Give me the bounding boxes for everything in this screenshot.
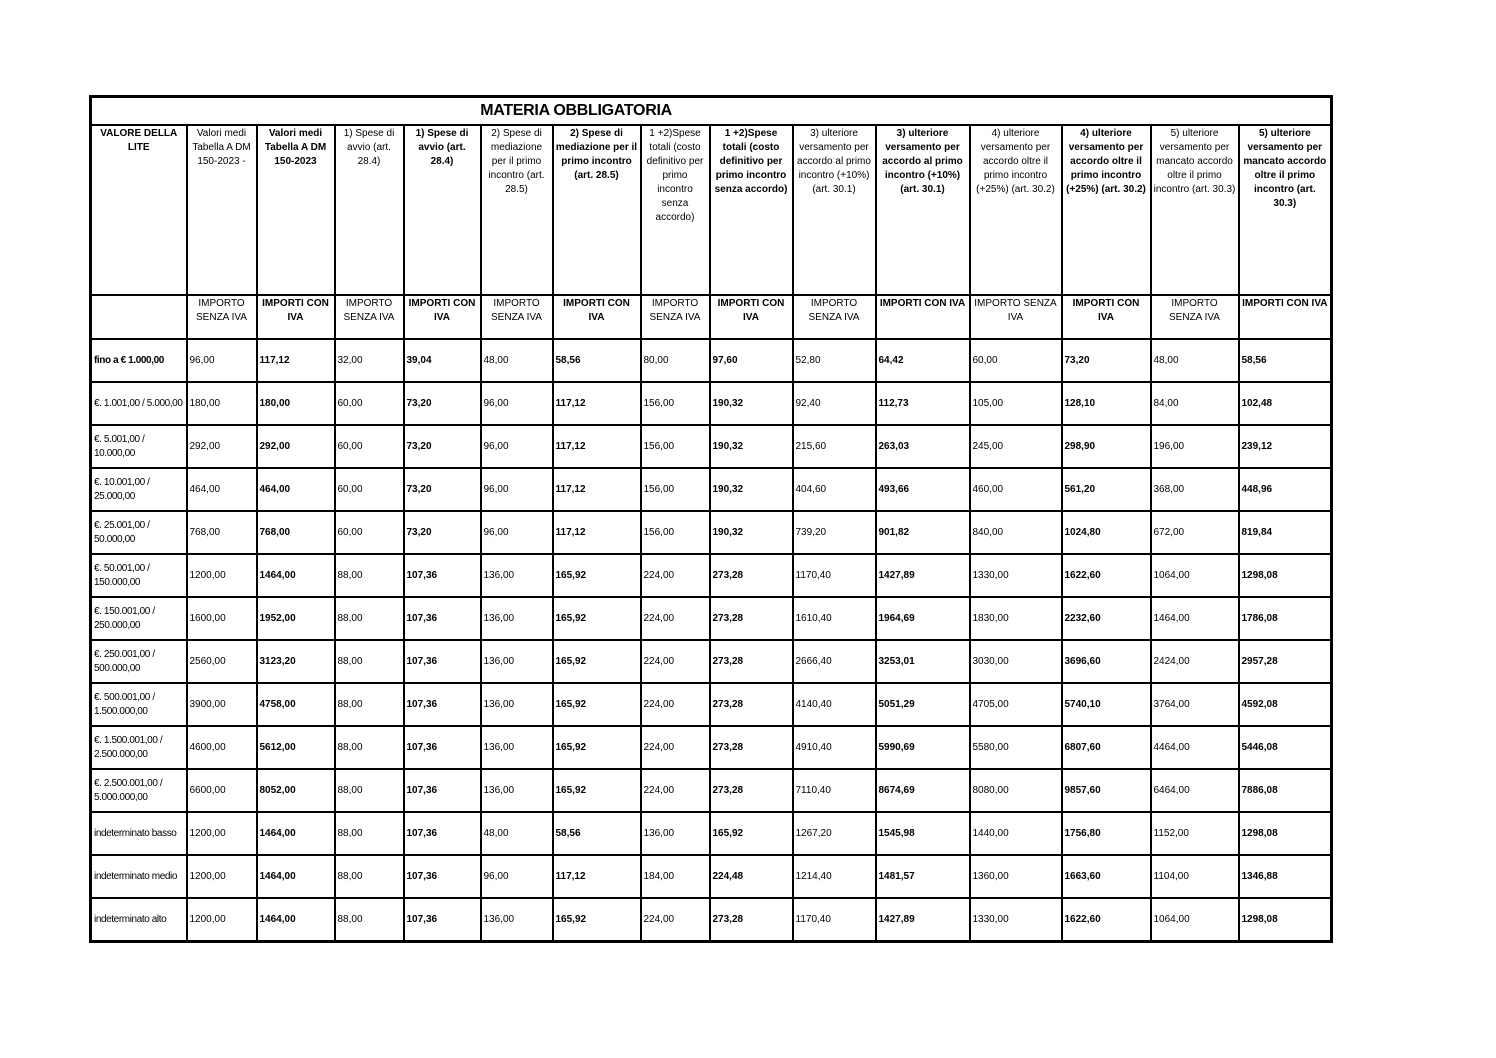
table-cell: 3900,00 <box>187 683 257 726</box>
row-label: €. 1.500.001,00 / 2.500.000,00 <box>91 726 187 769</box>
table-cell: 128,10 <box>1062 382 1151 425</box>
column-header: 5) ulteriore versamento per mancato accordo oltre il primo incontro (art. 30.3) <box>1239 125 1332 295</box>
column-header: 4) ulteriore versamento per accordo oltre il primo incontro (+25%) (art. 30.2) <box>1062 125 1151 295</box>
table-cell: 52,80 <box>793 339 876 382</box>
column-header: 2) Spese di mediazione per il primo incontro (art. 28.5) <box>553 125 641 295</box>
table-cell: 4910,40 <box>793 726 876 769</box>
table-cell: 4592,08 <box>1239 683 1332 726</box>
table-cell: 448,96 <box>1239 468 1332 511</box>
table-cell: 224,48 <box>710 855 793 898</box>
unit-cell: IMPORTO SENZA IVA <box>187 295 257 339</box>
row-label: €. 2.500.001,00 / 5.000.000,00 <box>91 769 187 812</box>
table-cell: 1298,08 <box>1239 554 1332 597</box>
row-label: fino a € 1.000,00 <box>91 339 187 382</box>
table-cell: 768,00 <box>187 511 257 554</box>
table-cell: 60,00 <box>335 425 404 468</box>
table-cell: 3030,00 <box>970 640 1062 683</box>
table-cell: 117,12 <box>553 468 641 511</box>
column-header: Valori medi Tabella A DM 150-2023 <box>257 125 335 295</box>
table-cell: 224,00 <box>641 726 710 769</box>
table-cell: 4140,40 <box>793 683 876 726</box>
table-cell: 73,20 <box>1062 339 1151 382</box>
table-row <box>91 554 1332 597</box>
column-header: 2) Spese di mediazione per il primo incontro (art. 28.5) <box>481 125 553 295</box>
table-cell: 2560,00 <box>187 640 257 683</box>
table-cell: 3764,00 <box>1151 683 1239 726</box>
table-cell: 1298,08 <box>1239 898 1332 942</box>
row-label: indeterminato medio <box>91 855 187 898</box>
table-cell: 165,92 <box>553 898 641 942</box>
table-row <box>91 511 1332 554</box>
table-cell: 1663,60 <box>1062 855 1151 898</box>
table-cell: 1427,89 <box>876 554 970 597</box>
table-cell: 136,00 <box>481 726 553 769</box>
table-cell: 73,20 <box>404 382 481 425</box>
table-cell: 105,00 <box>970 382 1062 425</box>
unit-cell: IMPORTO SENZA IVA <box>481 295 553 339</box>
table-cell: 1170,40 <box>793 898 876 942</box>
table-cell: 245,00 <box>970 425 1062 468</box>
table-cell: 768,00 <box>257 511 335 554</box>
table-row <box>91 425 1332 468</box>
table-cell: 107,36 <box>404 812 481 855</box>
table-cell: 117,12 <box>553 382 641 425</box>
table-cell: 224,00 <box>641 683 710 726</box>
table-cell: 3696,60 <box>1062 640 1151 683</box>
table-cell: 117,12 <box>553 425 641 468</box>
table-cell: 107,36 <box>404 554 481 597</box>
table-cell: 58,56 <box>553 339 641 382</box>
table-cell: 136,00 <box>481 683 553 726</box>
table-cell: 165,92 <box>553 640 641 683</box>
table-cell: 1200,00 <box>187 898 257 942</box>
table-cell: 190,32 <box>710 425 793 468</box>
column-header: 1) Spese di avvio (art. 28.4) <box>335 125 404 295</box>
table-cell: 1600,00 <box>187 597 257 640</box>
table-cell: 60,00 <box>335 468 404 511</box>
table-cell: 88,00 <box>335 554 404 597</box>
table-cell: 58,56 <box>553 812 641 855</box>
table-cell: 1330,00 <box>970 898 1062 942</box>
table-cell: 239,12 <box>1239 425 1332 468</box>
table-row <box>91 726 1332 769</box>
table-cell: 1786,08 <box>1239 597 1332 640</box>
table-cell: 60,00 <box>970 339 1062 382</box>
table-cell: 224,00 <box>641 554 710 597</box>
table-cell: 1440,00 <box>970 812 1062 855</box>
table-cell: 48,00 <box>1151 339 1239 382</box>
fee-table <box>89 95 1333 943</box>
table-cell: 88,00 <box>335 726 404 769</box>
table-cell: 107,36 <box>404 640 481 683</box>
table-cell: 107,36 <box>404 898 481 942</box>
table-title-text: MATERIA OBBLIGATORIA <box>480 102 672 119</box>
table-cell: 8674,69 <box>876 769 970 812</box>
table-cell: 4600,00 <box>187 726 257 769</box>
table-cell: 107,36 <box>404 855 481 898</box>
column-header: 4) ulteriore versamento per accordo oltre il primo incontro (+25%) (art. 30.2) <box>970 125 1062 295</box>
unit-cell: IMPORTI CON IVA <box>1062 295 1151 339</box>
table-row <box>91 468 1332 511</box>
table-cell: 73,20 <box>404 511 481 554</box>
table-cell: 672,00 <box>1151 511 1239 554</box>
table-cell: 117,12 <box>553 511 641 554</box>
table-cell: 2666,40 <box>793 640 876 683</box>
table-cell: 224,00 <box>641 898 710 942</box>
table-cell: 156,00 <box>641 425 710 468</box>
table-cell: 96,00 <box>481 425 553 468</box>
table-cell: 215,60 <box>793 425 876 468</box>
unit-cell: IMPORTI CON IVA <box>257 295 335 339</box>
table-cell: 107,36 <box>404 726 481 769</box>
table-cell: 464,00 <box>257 468 335 511</box>
table-cell: 6464,00 <box>1151 769 1239 812</box>
table-cell: 9857,60 <box>1062 769 1151 812</box>
table-cell: 136,00 <box>641 812 710 855</box>
table-cell: 117,12 <box>257 339 335 382</box>
table-cell: 901,82 <box>876 511 970 554</box>
table-cell: 8052,00 <box>257 769 335 812</box>
unit-cell: IMPORTO SENZA IVA <box>1151 295 1239 339</box>
table-cell: 1152,00 <box>1151 812 1239 855</box>
table-cell: 196,00 <box>1151 425 1239 468</box>
table-cell: 107,36 <box>404 769 481 812</box>
table-cell: 190,32 <box>710 511 793 554</box>
table-cell: 48,00 <box>481 339 553 382</box>
table-cell: 88,00 <box>335 812 404 855</box>
table-cell: 64,42 <box>876 339 970 382</box>
table-row <box>91 898 1332 942</box>
table-cell: 165,92 <box>553 683 641 726</box>
table-cell: 3123,20 <box>257 640 335 683</box>
table-cell: 292,00 <box>257 425 335 468</box>
table-cell: 5740,10 <box>1062 683 1151 726</box>
unit-cell: IMPORTI CON IVA <box>876 295 970 339</box>
table-cell: 4758,00 <box>257 683 335 726</box>
table-cell: 32,00 <box>335 339 404 382</box>
table-cell: 2232,60 <box>1062 597 1151 640</box>
table-cell: 88,00 <box>335 683 404 726</box>
table-cell: 1170,40 <box>793 554 876 597</box>
table-cell: 1610,40 <box>793 597 876 640</box>
table-cell: 107,36 <box>404 597 481 640</box>
table-cell: 60,00 <box>335 511 404 554</box>
table-cell: 136,00 <box>481 597 553 640</box>
table-cell: 88,00 <box>335 855 404 898</box>
table-cell: 1952,00 <box>257 597 335 640</box>
table-cell: 273,28 <box>710 640 793 683</box>
table-cell: 1346,88 <box>1239 855 1332 898</box>
table-cell: 136,00 <box>481 898 553 942</box>
table-row <box>91 339 1332 382</box>
table-cell: 1298,08 <box>1239 812 1332 855</box>
column-header: 3) ulteriore versamento per accordo al primo incontro (+10%) (art. 30.1) <box>793 125 876 295</box>
table-cell: 8080,00 <box>970 769 1062 812</box>
table-cell: 96,00 <box>481 382 553 425</box>
row-label: €. 500.001,00 / 1.500.000,00 <box>91 683 187 726</box>
table-cell: 180,00 <box>257 382 335 425</box>
table-cell: 117,12 <box>553 855 641 898</box>
unit-row <box>91 295 1332 339</box>
table-cell: 60,00 <box>335 382 404 425</box>
unit-cell <box>91 295 187 339</box>
table-cell: 180,00 <box>187 382 257 425</box>
table-cell: 224,00 <box>641 640 710 683</box>
table-cell: 1267,20 <box>793 812 876 855</box>
table-cell: 273,28 <box>710 597 793 640</box>
table-cell: 5612,00 <box>257 726 335 769</box>
table-cell: 273,28 <box>710 769 793 812</box>
table-cell: 165,92 <box>553 769 641 812</box>
table-cell: 1104,00 <box>1151 855 1239 898</box>
table-cell: 165,92 <box>553 554 641 597</box>
column-header: 5) ulteriore versamento per mancato accordo oltre il primo incontro (art. 30.3) <box>1151 125 1239 295</box>
unit-cell: IMPORTO SENZA IVA <box>641 295 710 339</box>
table-cell: 840,00 <box>970 511 1062 554</box>
table-cell: 819,84 <box>1239 511 1332 554</box>
table-cell: 96,00 <box>481 855 553 898</box>
table-cell: 136,00 <box>481 640 553 683</box>
table-cell: 1964,69 <box>876 597 970 640</box>
table-cell: 39,04 <box>404 339 481 382</box>
table-cell: 190,32 <box>710 382 793 425</box>
table-row <box>91 640 1332 683</box>
table-cell: 1545,98 <box>876 812 970 855</box>
table-cell: 102,48 <box>1239 382 1332 425</box>
table-cell: 7886,08 <box>1239 769 1332 812</box>
table-cell: 273,28 <box>710 726 793 769</box>
table-cell: 97,60 <box>710 339 793 382</box>
table-cell: 88,00 <box>335 769 404 812</box>
column-header: VALORE DELLA LITE <box>91 125 187 295</box>
table-cell: 88,00 <box>335 898 404 942</box>
row-label: €. 25.001,00 / 50.000,00 <box>91 511 187 554</box>
table-cell: 6807,60 <box>1062 726 1151 769</box>
table-cell: 1024,80 <box>1062 511 1151 554</box>
table-cell: 4705,00 <box>970 683 1062 726</box>
column-header: 1) Spese di avvio (art. 28.4) <box>404 125 481 295</box>
table-cell: 273,28 <box>710 898 793 942</box>
table-cell: 1464,00 <box>1151 597 1239 640</box>
table-cell: 1830,00 <box>970 597 1062 640</box>
table-cell: 96,00 <box>187 339 257 382</box>
table-row <box>91 382 1332 425</box>
table-cell: 5446,08 <box>1239 726 1332 769</box>
column-header: Valori medi Tabella A DM 150-2023 - <box>187 125 257 295</box>
table-cell: 5990,69 <box>876 726 970 769</box>
table-cell: 80,00 <box>641 339 710 382</box>
table-cell: 739,20 <box>793 511 876 554</box>
table-row <box>91 683 1332 726</box>
table-cell: 1200,00 <box>187 554 257 597</box>
column-header: 1 +2)Spese totali (costo definitivo per primo incontro senza accordo) <box>710 125 793 295</box>
row-label: indeterminato basso <box>91 812 187 855</box>
table-cell: 112,73 <box>876 382 970 425</box>
table-cell: 1200,00 <box>187 812 257 855</box>
column-header: 3) ulteriore versamento per accordo al primo incontro (+10%) (art. 30.1) <box>876 125 970 295</box>
table-cell: 1622,60 <box>1062 554 1151 597</box>
table-cell: 1464,00 <box>257 898 335 942</box>
table-cell: 298,90 <box>1062 425 1151 468</box>
table-cell: 88,00 <box>335 640 404 683</box>
table-cell: 1622,60 <box>1062 898 1151 942</box>
table-cell: 5051,29 <box>876 683 970 726</box>
table-cell: 493,66 <box>876 468 970 511</box>
table-cell: 96,00 <box>481 468 553 511</box>
table-cell: 165,92 <box>710 812 793 855</box>
unit-cell: IMPORTO SENZA IVA <box>793 295 876 339</box>
table-cell: 88,00 <box>335 597 404 640</box>
table-cell: 156,00 <box>641 382 710 425</box>
table-cell: 92,40 <box>793 382 876 425</box>
unit-cell: IMPORTO SENZA IVA <box>970 295 1062 339</box>
table-cell: 184,00 <box>641 855 710 898</box>
table-cell: 136,00 <box>481 769 553 812</box>
unit-cell: IMPORTI CON IVA <box>553 295 641 339</box>
table-cell: 1214,40 <box>793 855 876 898</box>
row-label: €. 1.001,00 / 5.000,00 <box>91 382 187 425</box>
table-cell: 1464,00 <box>257 855 335 898</box>
unit-cell: IMPORTI CON IVA <box>710 295 793 339</box>
table-cell: 1427,89 <box>876 898 970 942</box>
table-row <box>91 855 1332 898</box>
unit-cell: IMPORTI CON IVA <box>1239 295 1332 339</box>
table-cell: 273,28 <box>710 554 793 597</box>
unit-cell: IMPORTO SENZA IVA <box>335 295 404 339</box>
table-cell: 1481,57 <box>876 855 970 898</box>
table-cell: 84,00 <box>1151 382 1239 425</box>
table-cell: 1464,00 <box>257 554 335 597</box>
table-cell: 73,20 <box>404 468 481 511</box>
table-cell: 460,00 <box>970 468 1062 511</box>
row-label: €. 5.001,00 / 10.000,00 <box>91 425 187 468</box>
table-cell: 224,00 <box>641 597 710 640</box>
table-cell: 1360,00 <box>970 855 1062 898</box>
table-cell: 1200,00 <box>187 855 257 898</box>
table-cell: 263,03 <box>876 425 970 468</box>
column-header-row <box>91 125 1332 295</box>
column-header: 1 +2)Spese totali (costo definitivo per primo incontro senza accordo) <box>641 125 710 295</box>
row-label: €. 250.001,00 / 500.000,00 <box>91 640 187 683</box>
table-title <box>91 97 1332 126</box>
row-label: €. 150.001,00 / 250.000,00 <box>91 597 187 640</box>
table-cell: 156,00 <box>641 468 710 511</box>
table-cell: 48,00 <box>481 812 553 855</box>
table-cell: 2957,28 <box>1239 640 1332 683</box>
table-cell: 2424,00 <box>1151 640 1239 683</box>
table-cell: 3253,01 <box>876 640 970 683</box>
table-cell: 464,00 <box>187 468 257 511</box>
table-cell: 190,32 <box>710 468 793 511</box>
table-cell: 165,92 <box>553 597 641 640</box>
table-cell: 96,00 <box>481 511 553 554</box>
table-cell: 6600,00 <box>187 769 257 812</box>
table-cell: 292,00 <box>187 425 257 468</box>
table-cell: 58,56 <box>1239 339 1332 382</box>
table-cell: 273,28 <box>710 683 793 726</box>
table-cell: 368,00 <box>1151 468 1239 511</box>
table-cell: 107,36 <box>404 683 481 726</box>
row-label: €. 10.001,00 / 25.000,00 <box>91 468 187 511</box>
table-cell: 136,00 <box>481 554 553 597</box>
table-row <box>91 769 1332 812</box>
row-label: €. 50.001,00 / 150.000,00 <box>91 554 187 597</box>
table-cell: 7110,40 <box>793 769 876 812</box>
table-cell: 1756,80 <box>1062 812 1151 855</box>
table-cell: 5580,00 <box>970 726 1062 769</box>
table-cell: 1464,00 <box>257 812 335 855</box>
row-label: indeterminato alto <box>91 898 187 942</box>
table-cell: 73,20 <box>404 425 481 468</box>
table-cell: 561,20 <box>1062 468 1151 511</box>
table-row <box>91 812 1332 855</box>
table-cell: 1064,00 <box>1151 554 1239 597</box>
table-row <box>91 597 1332 640</box>
table-cell: 165,92 <box>553 726 641 769</box>
unit-cell: IMPORTI CON IVA <box>404 295 481 339</box>
table-cell: 224,00 <box>641 769 710 812</box>
table-cell: 156,00 <box>641 511 710 554</box>
table-cell: 4464,00 <box>1151 726 1239 769</box>
table-cell: 1330,00 <box>970 554 1062 597</box>
table-cell: 1064,00 <box>1151 898 1239 942</box>
table-cell: 404,60 <box>793 468 876 511</box>
